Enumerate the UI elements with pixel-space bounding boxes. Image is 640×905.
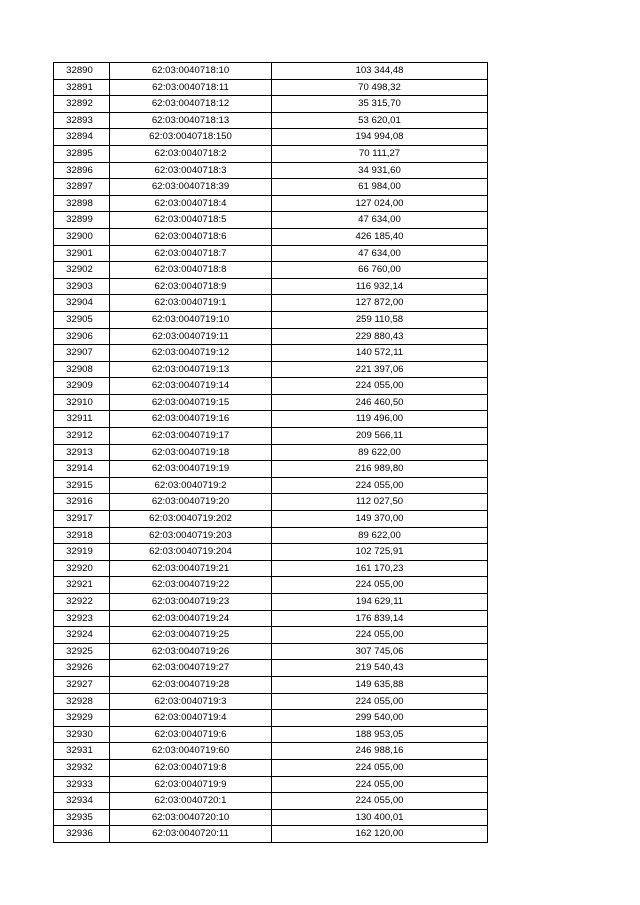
cadastral-value-cell: 47 634,00	[272, 212, 488, 229]
cadastral-number-cell: 62:03:0040719:8	[110, 759, 272, 776]
table-row	[54, 179, 488, 196]
row-number-cell: 32911	[54, 411, 110, 428]
cadastral-number-cell: 62:03:0040719:9	[110, 776, 272, 793]
row-number-cell: 32924	[54, 627, 110, 644]
table-row	[54, 311, 488, 328]
cadastral-number-cell: 62:03:0040719:204	[110, 544, 272, 561]
cadastral-value-cell: 89 622,00	[272, 527, 488, 544]
table-row	[54, 577, 488, 594]
row-number-cell: 32916	[54, 494, 110, 511]
row-number-cell: 32918	[54, 527, 110, 544]
cadastral-number-cell: 62:03:0040719:18	[110, 444, 272, 461]
row-number-cell: 32929	[54, 710, 110, 727]
row-number-cell: 32927	[54, 676, 110, 693]
table-row	[54, 809, 488, 826]
cadastral-number-cell: 62:03:0040718:13	[110, 112, 272, 129]
cadastral-value-cell: 188 953,05	[272, 726, 488, 743]
row-number-cell: 32915	[54, 477, 110, 494]
cadastral-number-cell: 62:03:0040718:150	[110, 129, 272, 146]
row-number-cell: 32936	[54, 826, 110, 843]
cadastral-number-cell: 62:03:0040719:25	[110, 627, 272, 644]
row-number-cell: 32912	[54, 428, 110, 445]
cadastral-value-cell: 219 540,43	[272, 660, 488, 677]
cadastral-value-cell: 127 024,00	[272, 195, 488, 212]
row-number-cell: 32930	[54, 726, 110, 743]
cadastral-value-cell: 176 839,14	[272, 610, 488, 627]
row-number-cell: 32893	[54, 112, 110, 129]
table-row	[54, 710, 488, 727]
cadastral-value-cell: 89 622,00	[272, 444, 488, 461]
cadastral-value-cell: 116 932,14	[272, 278, 488, 295]
table-row	[54, 394, 488, 411]
table-row	[54, 693, 488, 710]
table-row	[54, 129, 488, 146]
cadastral-number-cell: 62:03:0040719:27	[110, 660, 272, 677]
table-row	[54, 63, 488, 80]
cadastral-number-cell: 62:03:0040719:12	[110, 345, 272, 362]
table-row	[54, 428, 488, 445]
cadastral-value-cell: 130 400,01	[272, 809, 488, 826]
cadastral-number-cell: 62:03:0040718:8	[110, 262, 272, 279]
cadastral-number-cell: 62:03:0040720:10	[110, 809, 272, 826]
row-number-cell: 32914	[54, 461, 110, 478]
table-body	[54, 63, 488, 843]
cadastral-number-cell: 62:03:0040719:20	[110, 494, 272, 511]
table-row	[54, 511, 488, 528]
cadastral-value-cell: 224 055,00	[272, 378, 488, 395]
cadastral-value-cell: 246 460,50	[272, 394, 488, 411]
row-number-cell: 32923	[54, 610, 110, 627]
cadastral-number-cell: 62:03:0040718:39	[110, 179, 272, 196]
table-row	[54, 660, 488, 677]
table-row	[54, 145, 488, 162]
cadastral-number-cell: 62:03:0040719:6	[110, 726, 272, 743]
row-number-cell: 32902	[54, 262, 110, 279]
cadastral-value-cell: 70 111,27	[272, 145, 488, 162]
table-row	[54, 228, 488, 245]
cadastral-number-cell: 62:03:0040719:24	[110, 610, 272, 627]
table-row	[54, 560, 488, 577]
cadastral-value-cell: 259 110,58	[272, 311, 488, 328]
row-number-cell: 32905	[54, 311, 110, 328]
cadastral-value-cell: 224 055,00	[272, 759, 488, 776]
cadastral-value-cell: 103 344,48	[272, 63, 488, 80]
row-number-cell: 32928	[54, 693, 110, 710]
cadastral-number-cell: 62:03:0040719:60	[110, 743, 272, 760]
row-number-cell: 32931	[54, 743, 110, 760]
table-row	[54, 278, 488, 295]
table-row	[54, 793, 488, 810]
cadastral-number-cell: 62:03:0040719:13	[110, 361, 272, 378]
cadastral-number-cell: 62:03:0040719:4	[110, 710, 272, 727]
cadastral-value-cell: 34 931,60	[272, 162, 488, 179]
cadastral-number-cell: 62:03:0040718:6	[110, 228, 272, 245]
row-number-cell: 32890	[54, 63, 110, 80]
row-number-cell: 32903	[54, 278, 110, 295]
cadastral-number-cell: 62:03:0040720:1	[110, 793, 272, 810]
row-number-cell: 32933	[54, 776, 110, 793]
cadastral-value-cell: 299 540,00	[272, 710, 488, 727]
cadastral-value-cell: 224 055,00	[272, 693, 488, 710]
cadastral-value-cell: 229 880,43	[272, 328, 488, 345]
cadastral-number-cell: 62:03:0040718:11	[110, 79, 272, 96]
cadastral-value-cell: 70 498,32	[272, 79, 488, 96]
cadastral-value-cell: 209 566,11	[272, 428, 488, 445]
row-number-cell: 32925	[54, 643, 110, 660]
cadastral-number-cell: 62:03:0040719:2	[110, 477, 272, 494]
table-row	[54, 245, 488, 262]
cadastral-value-cell: 161 170,23	[272, 560, 488, 577]
cadastral-number-cell: 62:03:0040719:203	[110, 527, 272, 544]
cadastral-number-cell: 62:03:0040719:16	[110, 411, 272, 428]
cadastral-value-cell: 194 629,11	[272, 594, 488, 611]
cadastral-number-cell: 62:03:0040719:3	[110, 693, 272, 710]
row-number-cell: 32917	[54, 511, 110, 528]
table-row	[54, 411, 488, 428]
cadastral-value-cell: 194 994,08	[272, 129, 488, 146]
row-number-cell: 32922	[54, 594, 110, 611]
cadastral-value-cell: 53 620,01	[272, 112, 488, 129]
row-number-cell: 32895	[54, 145, 110, 162]
row-number-cell: 32935	[54, 809, 110, 826]
row-number-cell: 32899	[54, 212, 110, 229]
cadastral-value-cell: 224 055,00	[272, 776, 488, 793]
cadastral-number-cell: 62:03:0040719:15	[110, 394, 272, 411]
table-row	[54, 477, 488, 494]
cadastral-number-cell: 62:03:0040719:11	[110, 328, 272, 345]
cadastral-number-cell: 62:03:0040719:14	[110, 378, 272, 395]
table-row	[54, 544, 488, 561]
table-row	[54, 610, 488, 627]
table-row	[54, 195, 488, 212]
row-number-cell: 32892	[54, 96, 110, 113]
cadastral-number-cell: 62:03:0040719:1	[110, 295, 272, 312]
cadastral-number-cell: 62:03:0040719:10	[110, 311, 272, 328]
row-number-cell: 32894	[54, 129, 110, 146]
table-row	[54, 345, 488, 362]
row-number-cell: 32906	[54, 328, 110, 345]
table-row	[54, 726, 488, 743]
table-row	[54, 494, 488, 511]
cadastral-value-cell: 127 872,00	[272, 295, 488, 312]
cadastral-value-cell: 102 725,91	[272, 544, 488, 561]
cadastral-value-cell: 35 315,70	[272, 96, 488, 113]
row-number-cell: 32907	[54, 345, 110, 362]
table-row	[54, 676, 488, 693]
table-row	[54, 262, 488, 279]
table-row	[54, 96, 488, 113]
cadastral-number-cell: 62:03:0040719:23	[110, 594, 272, 611]
cadastral-number-cell: 62:03:0040719:202	[110, 511, 272, 528]
cadastral-value-table	[53, 62, 488, 843]
table-row	[54, 461, 488, 478]
cadastral-value-cell: 224 055,00	[272, 477, 488, 494]
table-row	[54, 444, 488, 461]
cadastral-value-cell: 426 185,40	[272, 228, 488, 245]
row-number-cell: 32920	[54, 560, 110, 577]
cadastral-value-cell: 119 496,00	[272, 411, 488, 428]
cadastral-number-cell: 62:03:0040719:21	[110, 560, 272, 577]
row-number-cell: 32913	[54, 444, 110, 461]
table-row	[54, 162, 488, 179]
row-number-cell: 32897	[54, 179, 110, 196]
table-row	[54, 826, 488, 843]
row-number-cell: 32910	[54, 394, 110, 411]
cadastral-number-cell: 62:03:0040718:10	[110, 63, 272, 80]
cadastral-number-cell: 62:03:0040720:11	[110, 826, 272, 843]
table-row	[54, 776, 488, 793]
row-number-cell: 32919	[54, 544, 110, 561]
table-row	[54, 743, 488, 760]
cadastral-number-cell: 62:03:0040718:7	[110, 245, 272, 262]
cadastral-value-cell: 66 760,00	[272, 262, 488, 279]
cadastral-number-cell: 62:03:0040719:19	[110, 461, 272, 478]
cadastral-value-cell: 162 120,00	[272, 826, 488, 843]
table-row	[54, 112, 488, 129]
cadastral-value-cell: 224 055,00	[272, 627, 488, 644]
table-row	[54, 328, 488, 345]
cadastral-value-cell: 224 055,00	[272, 793, 488, 810]
row-number-cell: 32909	[54, 378, 110, 395]
table-row	[54, 527, 488, 544]
cadastral-number-cell: 62:03:0040719:22	[110, 577, 272, 594]
table-row	[54, 212, 488, 229]
cadastral-number-cell: 62:03:0040718:5	[110, 212, 272, 229]
cadastral-value-cell: 246 988,16	[272, 743, 488, 760]
table-row	[54, 594, 488, 611]
cadastral-number-cell: 62:03:0040718:12	[110, 96, 272, 113]
cadastral-value-cell: 224 055,00	[272, 577, 488, 594]
row-number-cell: 32900	[54, 228, 110, 245]
row-number-cell: 32908	[54, 361, 110, 378]
cadastral-number-cell: 62:03:0040719:28	[110, 676, 272, 693]
cadastral-value-cell: 216 989,80	[272, 461, 488, 478]
row-number-cell: 32891	[54, 79, 110, 96]
cadastral-number-cell: 62:03:0040718:3	[110, 162, 272, 179]
table-row	[54, 361, 488, 378]
row-number-cell: 32904	[54, 295, 110, 312]
cadastral-number-cell: 62:03:0040719:26	[110, 643, 272, 660]
cadastral-value-cell: 149 635,88	[272, 676, 488, 693]
cadastral-value-cell: 221 397,06	[272, 361, 488, 378]
table-row	[54, 295, 488, 312]
row-number-cell: 32932	[54, 759, 110, 776]
cadastral-value-cell: 61 984,00	[272, 179, 488, 196]
table-row	[54, 378, 488, 395]
cadastral-value-cell: 47 634,00	[272, 245, 488, 262]
row-number-cell: 32901	[54, 245, 110, 262]
cadastral-number-cell: 62:03:0040718:4	[110, 195, 272, 212]
row-number-cell: 32898	[54, 195, 110, 212]
cadastral-number-cell: 62:03:0040719:17	[110, 428, 272, 445]
table-row	[54, 643, 488, 660]
row-number-cell: 32934	[54, 793, 110, 810]
row-number-cell: 32896	[54, 162, 110, 179]
cadastral-number-cell: 62:03:0040718:9	[110, 278, 272, 295]
table-row	[54, 79, 488, 96]
cadastral-value-cell: 149 370,00	[272, 511, 488, 528]
cadastral-value-cell: 140 572,11	[272, 345, 488, 362]
table-row	[54, 627, 488, 644]
cadastral-number-cell: 62:03:0040718:2	[110, 145, 272, 162]
cadastral-value-cell: 307 745,06	[272, 643, 488, 660]
row-number-cell: 32926	[54, 660, 110, 677]
cadastral-value-cell: 112 027,50	[272, 494, 488, 511]
row-number-cell: 32921	[54, 577, 110, 594]
table-row	[54, 759, 488, 776]
